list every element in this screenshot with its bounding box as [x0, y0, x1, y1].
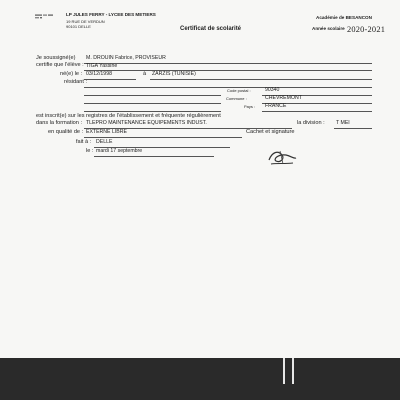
done-at-value: DELLE — [96, 139, 113, 145]
certify-label: certifie que l'élève : — [36, 62, 84, 68]
school-year-value: 2020-2021 — [347, 24, 386, 34]
born-place: ZARZIS (TUNISIE) — [152, 71, 196, 77]
country-label: Pays : — [244, 104, 256, 109]
date-label: le : — [86, 148, 94, 154]
postal-value: 90340 — [265, 87, 280, 93]
training-value: TLEPRO MAINTENANCE EQUIPEMENTS INDUST. — [86, 120, 207, 126]
signature-icon — [266, 146, 298, 168]
resident-label: résidant : — [64, 79, 88, 85]
school-logo-icon — [35, 13, 59, 20]
undersigned-label: Je soussigné(e) — [36, 55, 76, 61]
student-line — [84, 70, 372, 71]
born-label: né(e) le : — [60, 71, 83, 77]
born-place-prefix: à — [143, 71, 147, 77]
country-line — [262, 111, 372, 112]
undersigned-line — [84, 63, 372, 64]
country-value: FRANCE — [265, 103, 287, 109]
academy-label: Académie de BESANCON — [316, 15, 372, 20]
enrolled-statement: est inscrit(e) sur les registres de l'établissement et fréquente régulièrement — [36, 113, 221, 119]
footer-tick-1 — [283, 358, 285, 384]
done-at-label: fait à : — [76, 139, 92, 145]
school-year-label: Année scolaire — [312, 26, 345, 31]
school-address-line2: 90101 DELLE — [66, 24, 91, 29]
born-date: 03/12/1998 — [86, 71, 112, 77]
student-name: TIGA Yassine — [86, 63, 118, 69]
status-label: en qualité de : — [48, 129, 84, 135]
commune-value: CHEVREMONT — [265, 95, 302, 101]
resident-line-3 — [84, 103, 221, 104]
dark-footer-bar — [0, 358, 400, 400]
date-line — [94, 156, 214, 157]
training-label: dans la formation : — [36, 120, 83, 126]
undersigned-value: M. DROUIN Fabrice, PROVISEUR — [86, 55, 166, 61]
commune-label: Commune : — [226, 96, 247, 101]
born-place-line — [150, 79, 372, 80]
division-label: la division : — [297, 120, 325, 126]
resident-line-4 — [84, 111, 221, 112]
status-line — [84, 137, 242, 138]
school-name: LP JULES FERRY - LYCEE DES METIERS — [66, 12, 156, 17]
footer-tick-2 — [292, 358, 294, 384]
born-date-line — [84, 79, 136, 80]
postal-label: Code postal : — [227, 88, 251, 93]
resident-line-2 — [84, 95, 221, 96]
status-value: EXTERNE LIBRE — [86, 129, 127, 135]
division-line — [334, 128, 372, 129]
date-value: mardi 17 septembre — [96, 148, 143, 154]
stamp-label: Cachet et signature — [246, 129, 295, 135]
page-title: Certificat de scolarité — [180, 26, 242, 32]
division-value: T MEI — [336, 120, 350, 126]
school-address-line1: 19 RUE DE VERDUN — [66, 19, 105, 24]
